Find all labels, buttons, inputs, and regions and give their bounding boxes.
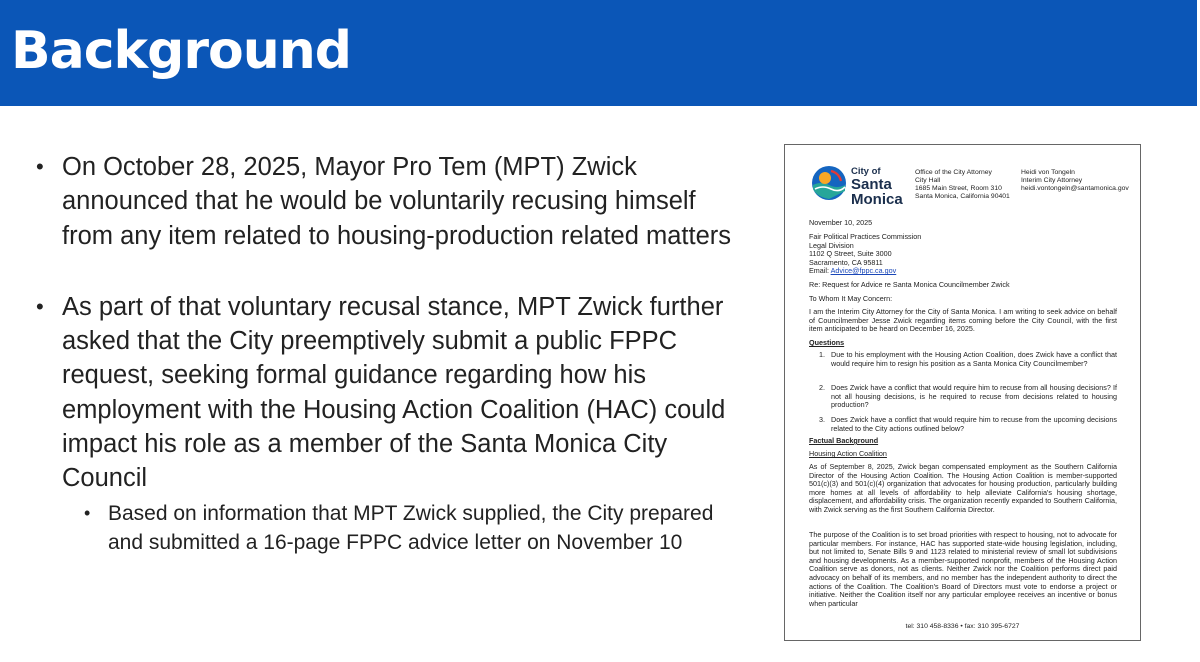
advice-letter-image	[784, 144, 1141, 641]
factual-background-heading: Factual Background	[809, 436, 879, 445]
bullet-text: On October 28, 2025, Mayor Pro Tem (MPT) Zwick announced that he would be voluntarily recusing himself from any item related to housing-production related matters	[62, 153, 732, 250]
bullet-dot-icon: •	[36, 293, 44, 319]
letter-salutation: To Whom It May Concern:	[809, 294, 893, 303]
question-number: 2.	[819, 383, 825, 392]
question-text: Does Zwick have a conflict that would require him to recuse from the upcoming decisions related to the City actions outlined below?	[831, 415, 1117, 433]
email-link[interactable]: Advice@fppc.ca.gov	[830, 266, 897, 276]
sub-bullet-text: Based on information that MPT Zwick supplied, the City prepared and submitted a 16-page FPPC advice letter on November 10	[108, 501, 714, 554]
sub-bullet-item	[36, 499, 748, 557]
question-text: Due to his employment with the Housing Action Coalition, does Zwick have a conflict that would require him to resign his position as a Santa Monica City Councilmember?	[831, 350, 1117, 368]
letter-date: November 10, 2025	[809, 218, 873, 227]
logo-wordmark: City of Santa Monica	[851, 166, 903, 208]
recipient-address: Fair Political Practices Commission Legal Division 1102 Q Street, Suite 3000 Sacramento, CA 95811 Email: Advice@fppc.ca.gov	[809, 232, 922, 276]
bullet-list	[36, 150, 748, 557]
bullet-dot-icon: •	[36, 154, 44, 179]
letter-paragraph: The purpose of the Coalition is to set broad priorities with respect to housing, not to advocate for particular members. For instance, HAC has supported state-wide housing legislation, including, but not limited to, Senate Bills 9 and 1123 related to ministerial review of small lot subdivisions and housing developments. As a member-supported nonprofit, members of the Housing Action Coalition serve as donors, not as clients. Neither Zwick nor the Coalition performs direct paid advocacy on behalf of its members, and no member has the independent authority to direct the actions of the Coalition. The Coalition's Board of Directors must vote to endorse a project or initiative. Neither the Coalition itself nor any particular employee receives an incentive or bonus when particular	[809, 530, 1117, 608]
question-text: Does Zwick have a conflict that would require him to recuse from all housing decisions? If not all housing decisions, is he required to recuse from decisions related to housing production?	[831, 383, 1117, 410]
question-number: 1.	[819, 350, 825, 359]
hac-heading: Housing Action Coalition	[809, 449, 887, 458]
bullet-item	[36, 290, 748, 496]
questions-heading: Questions	[809, 338, 845, 347]
bullet-item	[36, 150, 748, 253]
letter-footer: tel: 310 458-8336 • fax: 310 395-6727	[905, 623, 1020, 630]
attorney-contact: Heidi von Tongeln Interim City Attorney heidi.vontongeln@santamonica.gov	[1021, 169, 1129, 192]
bullet-text: As part of that voluntary recusal stance, MPT Zwick further asked that the City preemptively submit a public FPPC request, seeking formal guidance regarding how his employment with the Housing Action Coalition (HAC) could impact his role as a member of the Santa Monica City Council	[62, 292, 726, 493]
letter-intro: I am the Interim City Attorney for the City of Santa Monica. I am writing to seek advice on behalf of Councilmember Jesse Zwick regarding items coming before the City Council, with the first item anticipated to be heard on December 16, 2025.	[809, 307, 1117, 334]
bullet-dot-icon: •	[84, 502, 91, 523]
question-number: 3.	[819, 415, 825, 424]
header-banner	[0, 0, 1197, 106]
letter-subject: Re: Request for Advice re Santa Monica Councilmember Zwick	[809, 280, 1010, 289]
letter-paragraph: As of September 8, 2025, Zwick began compensated employment as the Southern California Director of the Housing Action Coalition. The Housing Action Coalition is member-supported 501(c)(3) and 501(c)(4) organization that advocates for housing production, particularly building more homes at all levels of affordability to help alleviate California's housing shortage, displacement, and affordability crisis. The organization recently expanded to Southern California, with Zwick serving as the first Southern California Director.	[809, 462, 1117, 514]
page-title: Background	[11, 21, 351, 81]
santa-monica-logo-icon	[811, 165, 847, 201]
office-address: Office of the City Attorney City Hall 1685 Main Street, Room 310 Santa Monica, California 90401	[915, 169, 1010, 200]
